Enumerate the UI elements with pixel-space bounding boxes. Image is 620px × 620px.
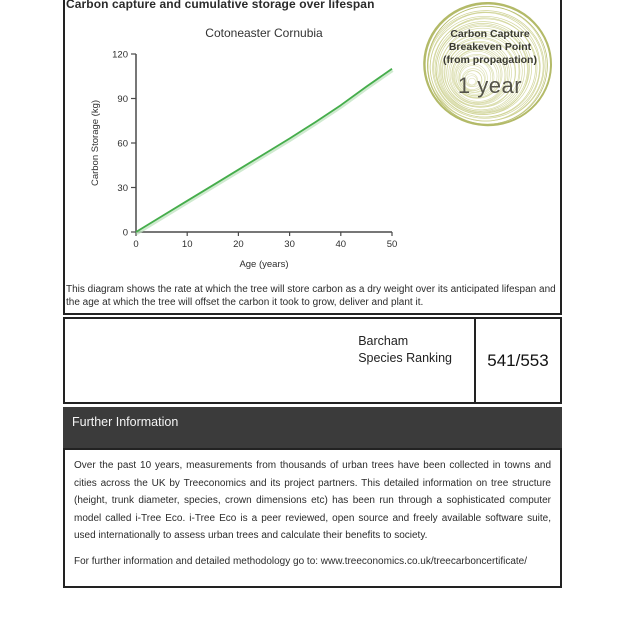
ranking-value: 541/553 (487, 350, 549, 370)
ranking-section-frame (63, 317, 562, 404)
svg-text:60: 60 (117, 138, 128, 150)
svg-text:90: 90 (117, 94, 128, 105)
chart-description: This diagram shows the rate at which the tree will store carbon as a dry weight over its anticipated lifespan and the age at which the tree will offset the carbon it took to grow, deliver and plant it. (66, 284, 556, 308)
ranking-label-cell (65, 319, 474, 402)
section-title: Carbon capture and cumulative storage over lifespan (66, 0, 375, 11)
badge-line-3: (from propagation) (443, 53, 537, 66)
badge-line-2: Breakeven Point (448, 40, 532, 53)
breakeven-badge (423, 2, 557, 132)
svg-text:40: 40 (335, 239, 347, 250)
breakeven-value: 1 year (457, 73, 523, 99)
svg-text:Carbon Storage (kg): Carbon Storage (kg) (90, 99, 101, 187)
further-info-paragraph: Over the past 10 years, measurements from thousands of urban trees have been collected in towns and cities across the UK by Treeconomics and its project partners. This detailed information on tree structure (height, trunk diameter, species, crown dimensions etc) has been run through a sophisticated computer model called i-Tree Eco. i-Tree Eco is a peer reviewed, open source and freely available software suite, used internationally to assess urban trees and calculate their benefits to society. (74, 460, 551, 542)
svg-text:20: 20 (233, 239, 244, 250)
svg-text:120: 120 (112, 49, 128, 61)
svg-text:0: 0 (133, 239, 139, 250)
further-info-heading: Further Information (72, 415, 179, 429)
carbon-storage-chart (85, 40, 410, 275)
svg-text:10: 10 (181, 239, 193, 250)
ranking-label (358, 333, 452, 402)
svg-text:30: 30 (284, 239, 295, 250)
ranking-value-box (474, 319, 560, 402)
ranking-label-line-2: Species Ranking (358, 350, 452, 365)
further-info-header-bar (63, 407, 562, 448)
further-info-frame (63, 448, 562, 588)
ranking-label-line-1: Barcham (358, 334, 409, 348)
badge-line-1: Carbon Capture (450, 28, 530, 40)
svg-text:30: 30 (117, 183, 128, 194)
breakeven-badge-text (423, 28, 557, 99)
svg-text:0: 0 (122, 227, 128, 239)
svg-text:Age (years): Age (years) (239, 259, 289, 270)
chart-title: Cotoneaster Cornubia (205, 26, 323, 40)
further-info-link-line: For further information and detailed methodology go to: www.treeconomics.co.uk/treecarboncertificate/ (74, 555, 528, 567)
svg-text:50: 50 (386, 239, 398, 250)
